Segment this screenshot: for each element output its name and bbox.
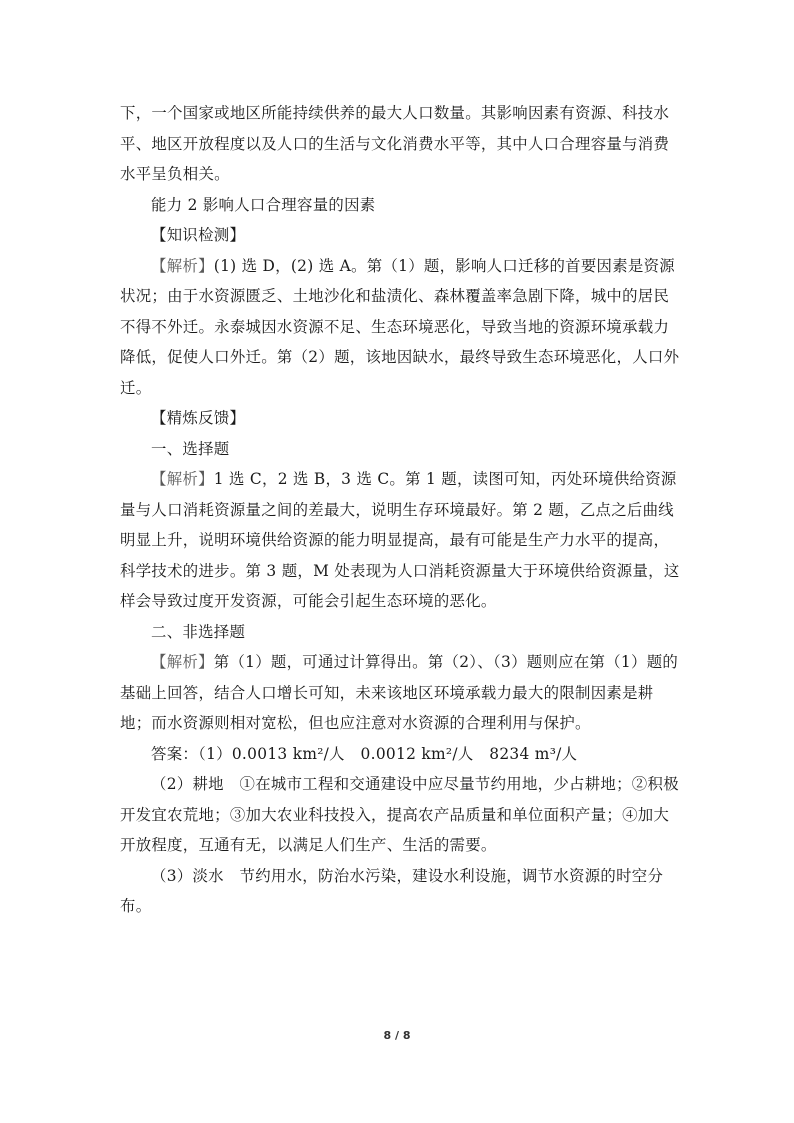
paragraph-intro: 下，一个国家或地区所能持续供养的最大人口数量。其影响因素有资源、科技水平、地区开放程度以及人口的生活与文化消费水平等，其中人口合理容量与消费水平呈负相关。: [120, 104, 670, 183]
heading-refined-feedback: 【精炼反馈】: [151, 409, 246, 427]
analysis-label: 【解析】: [151, 470, 214, 488]
paragraph-answer-2: （2）耕地 ①在城市工程和交通建设中应尽量节约用地，少占耕地；②积极开发宜农荒地；③加大农业科技投入，提高农产品质量和单位面积产量；④加大开放程度，互通有无，以满足人们生产、生活的需要。: [120, 775, 679, 854]
analysis-label: 【解析】: [151, 256, 214, 275]
page-number: 8 / 8: [383, 1029, 411, 1042]
paragraph-analysis-1: 【解析】(1) 选 D，(2) 选 A。第（1）题，影响人口迁移的首要因素是资源状况；由于水资源匮乏、土地沙化和盐渍化、森林覆盖率急剧下降，城中的居民不得不外迁。永泰城因水资源不足、生态环境恶化，导致当地的资源环境承载力降低，促使人口外迁。第（2）题，该地因缺水，最终导致生态环境恶化，人口外迁。: [120, 256, 680, 397]
paragraph-answer-3: （3）淡水 节约用水，防治水污染，建设水利设施，调节水资源的时空分布。: [120, 866, 664, 915]
heading-knowledge-check: 【知识检测】: [151, 226, 246, 244]
paragraph-analysis-3: 【解析】第（1）题，可通过计算得出。第（2）、（3）题则应在第（1）题的基础上回答，结合人口增长可知，未来该地区环境承载力最大的限制因素是耕地；而水资源则相对宽松，但也应注意对水资源的合理利用与保护。: [120, 653, 679, 732]
analysis-label: 【解析】: [151, 653, 214, 671]
heading-multiple-choice: 一、选择题: [151, 439, 230, 458]
heading-ability-2: 能力 2 影响人口合理容量的因素: [151, 195, 376, 214]
paragraph-answer-1: 答案：（1）0.0013 km²/人 0.0012 km²/人 8234 m³/人: [151, 744, 578, 763]
paragraph-analysis-2: 【解析】1 选 C，2 选 B，3 选 C。第 1 题，读图可知，丙处环境供给资源量与人口消耗资源量之间的差最大，说明生存环境最好。第 2 题，乙点之后曲线明显上升，说明环境供给资源的能力明显提高，最有可能是生产力水平的提高，科学技术的进步。第 3 题，M 处表现为人口消耗资源量大于环境供给资源量，这样会导致过度开发资源，可能会引起生态环境的恶化。: [120, 470, 680, 610]
heading-non-multiple-choice: 二、非选择题: [151, 622, 246, 641]
document-body: [120, 98, 680, 922]
